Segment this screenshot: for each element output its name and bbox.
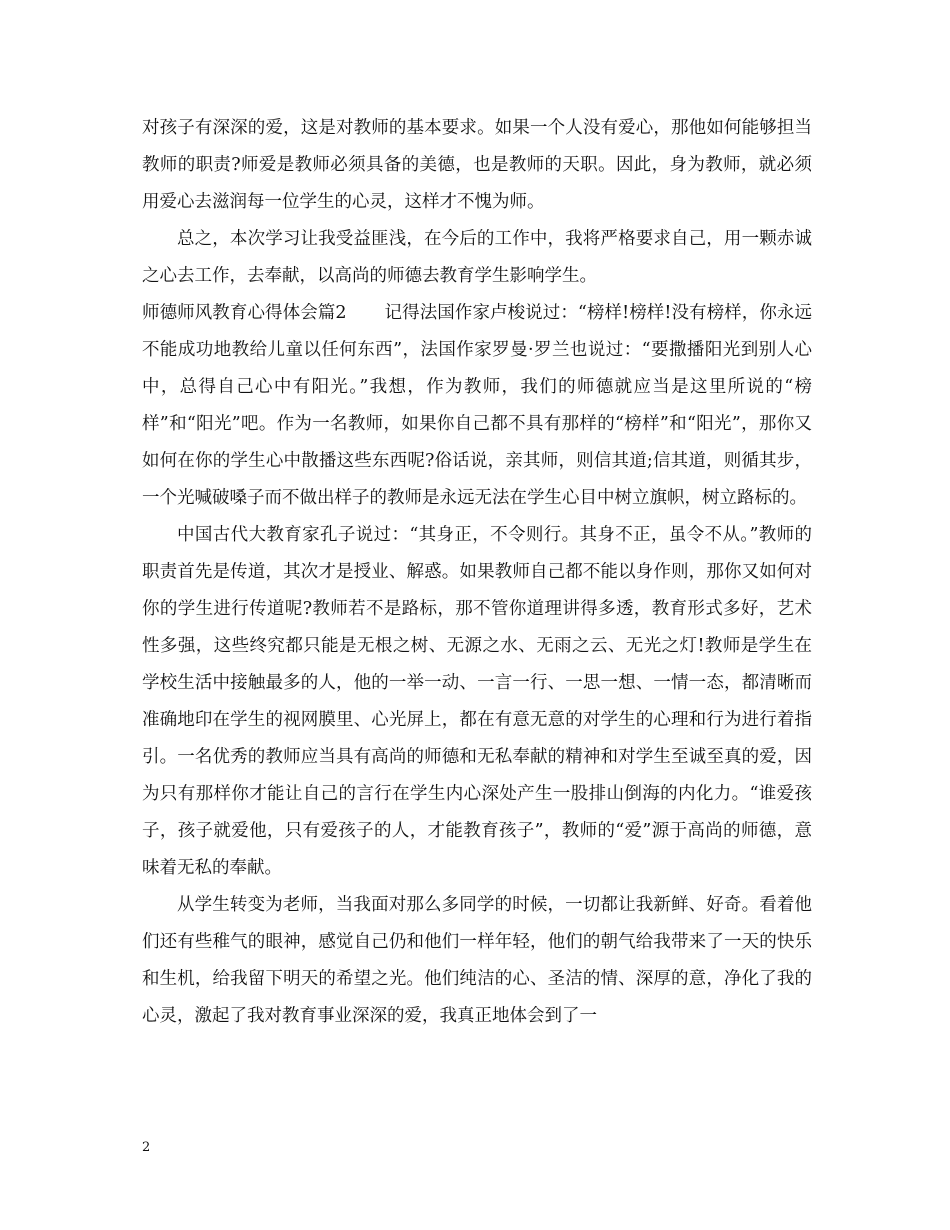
page-number: 2 [142, 1140, 151, 1155]
paragraph-4: 中国古代大教育家孔子说过：“其身正，不令则行。其身不正，虽令不从。”教师的职责首先是传道，其次才是授业、解惑。如果教师自己都不能以身作则，那你又如何对你的学生进行传道呢?教师若不是路标，那不管你道理讲得多透，教育形式多好，艺术性多强，这些终究都只能是无根之树、无源之水、无雨之云、无光之灯!教师是学生在学校生活中接触最多的人，他的一举一动、一言一行、一思一想、一情一态，都清晰而准确地印在学生的视网膜里、心光屏上，都在有意无意的对学生的心理和行为进行着指引。一名优秀的教师应当具有高尚的师德和无私奉献的精神和对学生至诚至真的爱，因为只有那样你才能让自己的言行在学生内心深处产生一股排山倒海的内化力。“谁爱孩子，孩子就爱他，只有爱孩子的人，才能教育孩子”，教师的“爱”源于高尚的师德，意味着无私的奉献。 [142, 525, 812, 878]
paragraph-3-text: 记得法国作家卢梭说过：“榜样!榜样!没有榜样，你永远不能成功地教给儿童以任何东西”，法国作家罗曼·罗兰也说过：“要撒播阳光到别人心中，总得自己心中有阳光。”我想，作为教师，我们的师德就应当是这里所说的“榜样”和“阳光”吧。作为一名教师，如果你自己都不具有那样的“榜样”和“阳光”，那你又如何在你的学生心中散播这些东西呢?俗话说，亲其师，则信其道;信其道，则循其步，一个光喊破嗓子而不做出样子的教师是永远无法在学生心目中树立旗帜，树立路标的。 [142, 303, 812, 508]
paragraph-5: 从学生转变为老师，当我面对那么多同学的时候，一切都让我新鲜、好奇。看着他们还有些稚气的眼神，感觉自己仍和他们一样年轻，他们的朝气给我带来了一天的快乐和生机，给我留下明天的希望之光。他们纯洁的心、圣洁的情、深厚的意，净化了我的心灵，激起了我对教育事业深深的爱，我真正地体会到了一 [142, 895, 812, 1026]
paragraph-3 [142, 295, 812, 517]
paragraph-1: 对孩子有深深的爱，这是对教师的基本要求。如果一个人没有爱心，那他如何能够担当教师的职责?师爱是教师必须具备的美德，也是教师的天职。因此，身为教师，就必须用爱心去滋润每一位学生的心灵，这样才不愧为师。 [142, 118, 812, 212]
paragraph-2: 总之，本次学习让我受益匪浅，在今后的工作中，我将严格要求自己，用一颗赤诚之心去工作，去奉献，以高尚的师德去教育学生影响学生。 [142, 229, 812, 286]
section-heading: 师德师风教育心得体会篇2 [142, 303, 347, 323]
document-body [142, 110, 812, 1035]
